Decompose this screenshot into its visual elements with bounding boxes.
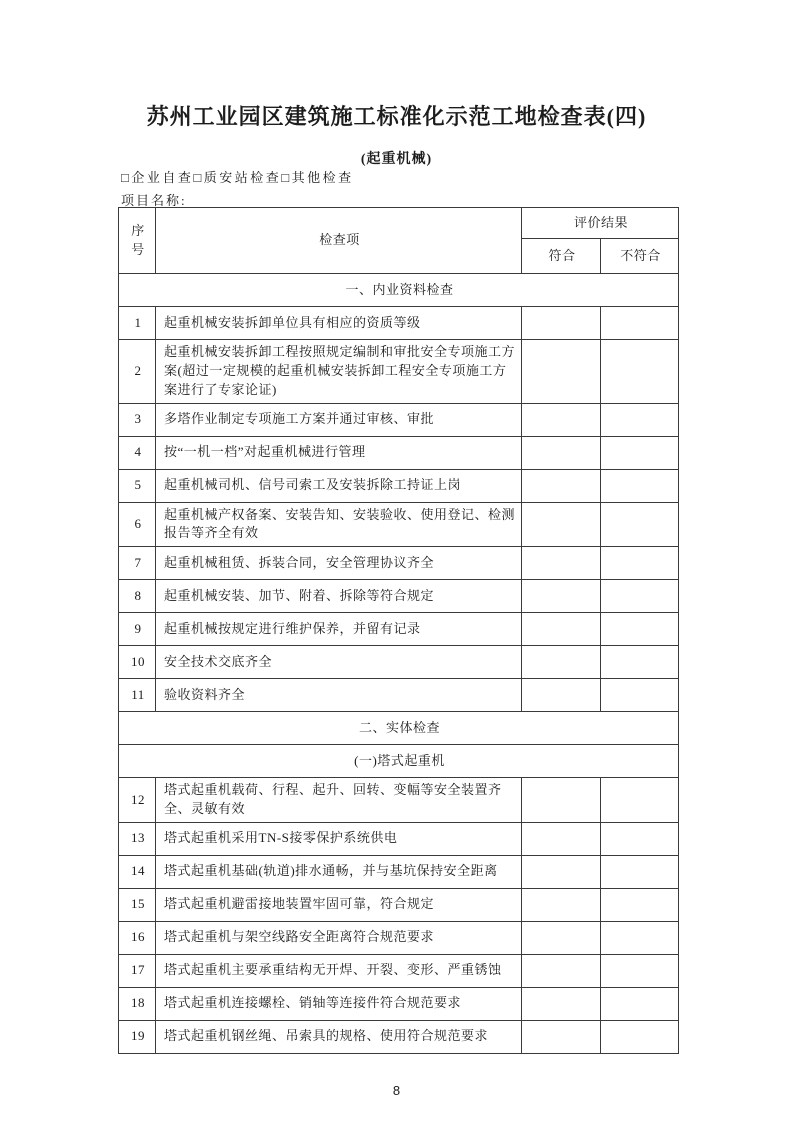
table-row	[119, 502, 679, 547]
check-item-text: 塔式起重机钢丝绳、吊索具的规格、使用符合规范要求	[156, 1020, 522, 1053]
fail-cell	[601, 613, 679, 646]
pass-cell	[522, 646, 601, 679]
table-row	[119, 307, 679, 340]
checkbox-icon: □	[281, 170, 292, 185]
check-item-text: 起重机械安装拆卸工程按照规定编制和审批安全专项施工方案(超过一定规模的起重机械安装拆卸工程安全专项施工方案进行了专家论证)	[156, 340, 522, 404]
pass-cell	[522, 403, 601, 436]
fail-cell	[601, 954, 679, 987]
check-item-text: 塔式起重机主要承重结构无开焊、开裂、变形、严重锈蚀	[156, 954, 522, 987]
pass-cell	[522, 340, 601, 404]
page-title: 苏州工业园区建筑施工标准化示范工地检查表(四)	[146, 104, 647, 129]
table-row	[119, 469, 679, 502]
row-number: 2	[119, 340, 156, 404]
row-number: 6	[119, 502, 156, 547]
fail-cell	[601, 502, 679, 547]
row-number: 12	[119, 778, 156, 823]
fail-cell	[601, 436, 679, 469]
row-number: 9	[119, 613, 156, 646]
check-item-text: 起重机械产权备案、安装告知、安装验收、使用登记、检测报告等齐全有效	[156, 502, 522, 547]
check-option	[193, 170, 281, 185]
check-item-text: 塔式起重机避雷接地装置牢固可靠，符合规定	[156, 888, 522, 921]
pass-cell	[522, 307, 601, 340]
check-type-line	[121, 167, 354, 186]
check-item-text: 塔式起重机与架空线路安全距离符合规范要求	[156, 921, 522, 954]
row-number: 10	[119, 646, 156, 679]
table-row	[119, 547, 679, 580]
fail-cell	[601, 822, 679, 855]
header-fail: 不符合	[601, 239, 679, 274]
pass-cell	[522, 469, 601, 502]
table-row	[119, 778, 679, 823]
check-item-text: 起重机械司机、信号司索工及安装拆除工持证上岗	[156, 469, 522, 502]
table-row	[119, 855, 679, 888]
fail-cell	[601, 580, 679, 613]
page-subtitle: (起重机械)	[360, 152, 433, 167]
row-number: 7	[119, 547, 156, 580]
fail-cell	[601, 646, 679, 679]
section-label: 一、内业资料检查	[119, 274, 679, 307]
table-row	[119, 1020, 679, 1053]
check-option-label: 企业自查	[131, 170, 194, 185]
table-row	[119, 954, 679, 987]
fail-cell	[601, 1020, 679, 1053]
fail-cell	[601, 987, 679, 1020]
header-row	[119, 208, 679, 239]
check-item-text: 安全技术交底齐全	[156, 646, 522, 679]
pass-cell	[522, 822, 601, 855]
header-pass: 符合	[522, 239, 601, 274]
section-label: 二、实体检查	[119, 712, 679, 745]
table-row	[119, 888, 679, 921]
pass-cell	[522, 547, 601, 580]
check-option-label: 质安站检查	[203, 170, 282, 185]
checklist-table	[118, 207, 679, 1054]
section-row	[119, 274, 679, 307]
row-number: 15	[119, 888, 156, 921]
row-number: 3	[119, 403, 156, 436]
pass-cell	[522, 778, 601, 823]
fail-cell	[601, 307, 679, 340]
row-number: 14	[119, 855, 156, 888]
pass-cell	[522, 679, 601, 712]
row-number: 8	[119, 580, 156, 613]
row-number: 5	[119, 469, 156, 502]
fail-cell	[601, 855, 679, 888]
check-item-text: 起重机械安装、加节、附着、拆除等符合规定	[156, 580, 522, 613]
table-row	[119, 403, 679, 436]
table-row	[119, 436, 679, 469]
project-name-label: 项目名称:	[121, 193, 187, 208]
check-item-text: 起重机械租赁、拆装合同，安全管理协议齐全	[156, 547, 522, 580]
row-number: 1	[119, 307, 156, 340]
table-row	[119, 987, 679, 1020]
fail-cell	[601, 403, 679, 436]
row-number: 11	[119, 679, 156, 712]
check-option-label: 其他检查	[291, 170, 354, 185]
pass-cell	[522, 954, 601, 987]
fail-cell	[601, 778, 679, 823]
page-number: 8	[392, 1083, 401, 1098]
checkbox-icon: □	[193, 170, 204, 185]
check-item-text: 起重机械安装拆卸单位具有相应的资质等级	[156, 307, 522, 340]
table-row	[119, 822, 679, 855]
check-option	[281, 170, 353, 185]
check-item-text: 塔式起重机采用TN-S接零保护系统供电	[156, 822, 522, 855]
fail-cell	[601, 888, 679, 921]
check-item-text: 塔式起重机基础(轨道)排水通畅，并与基坑保持安全距离	[156, 855, 522, 888]
check-item-text: 塔式起重机载荷、行程、起升、回转、变幅等安全装置齐全、灵敏有效	[156, 778, 522, 823]
fail-cell	[601, 469, 679, 502]
pass-cell	[522, 580, 601, 613]
pass-cell	[522, 888, 601, 921]
row-number: 19	[119, 1020, 156, 1053]
row-number: 18	[119, 987, 156, 1020]
header-result-group: 评价结果	[522, 208, 679, 239]
row-number: 16	[119, 921, 156, 954]
table-row	[119, 921, 679, 954]
header-index: 序号	[119, 208, 156, 274]
row-number: 17	[119, 954, 156, 987]
row-number: 13	[119, 822, 156, 855]
pass-cell	[522, 921, 601, 954]
header-item: 检查项	[156, 208, 522, 274]
section-row	[119, 712, 679, 745]
fail-cell	[601, 340, 679, 404]
section-row	[119, 745, 679, 778]
check-item-text: 多塔作业制定专项施工方案并通过审核、审批	[156, 403, 522, 436]
check-item-text: 按“一机一档”对起重机械进行管理	[156, 436, 522, 469]
pass-cell	[522, 436, 601, 469]
check-option	[121, 170, 193, 185]
pass-cell	[522, 613, 601, 646]
table-row	[119, 340, 679, 404]
pass-cell	[522, 987, 601, 1020]
table-row	[119, 580, 679, 613]
check-item-text: 起重机械按规定进行维护保养，并留有记录	[156, 613, 522, 646]
table-row	[119, 646, 679, 679]
table-row	[119, 679, 679, 712]
checkbox-icon: □	[121, 170, 132, 185]
subsection-label: (一)塔式起重机	[119, 745, 679, 778]
pass-cell	[522, 502, 601, 547]
fail-cell	[601, 547, 679, 580]
fail-cell	[601, 921, 679, 954]
pass-cell	[522, 1020, 601, 1053]
check-item-text: 验收资料齐全	[156, 679, 522, 712]
pass-cell	[522, 855, 601, 888]
table-row	[119, 613, 679, 646]
row-number: 4	[119, 436, 156, 469]
fail-cell	[601, 679, 679, 712]
check-item-text: 塔式起重机连接螺栓、销轴等连接件符合规范要求	[156, 987, 522, 1020]
